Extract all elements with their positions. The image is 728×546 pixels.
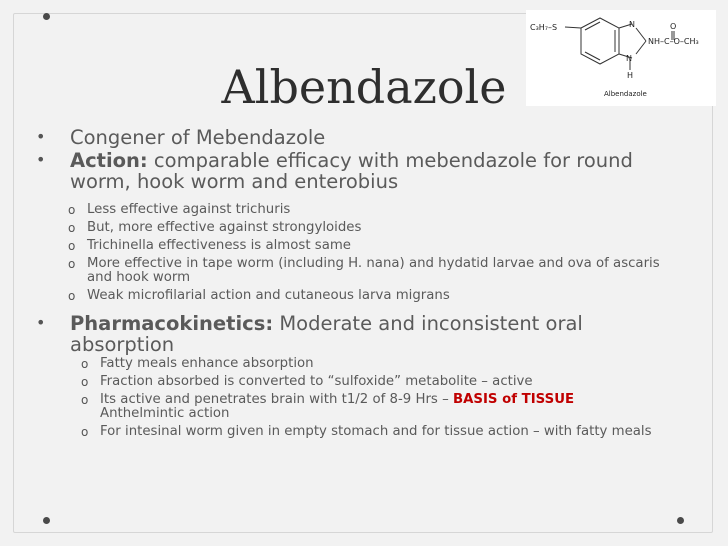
sub-bullet: o	[68, 257, 76, 271]
bullet-text: comparable efficacy with mebendazole for round worm, hook worm and enterobius	[70, 149, 633, 193]
bullet-dot: •	[36, 150, 46, 169]
bullet-dot: •	[36, 127, 46, 146]
pk-sub-3	[81, 392, 660, 421]
sub-bullet: o	[81, 375, 89, 389]
structure-o: O	[670, 22, 677, 31]
bullet-action	[36, 149, 660, 193]
sub-text: Weak microfilarial action and cutaneous larva migrans	[87, 288, 450, 303]
action-sub-4	[68, 256, 677, 285]
sub-bullet: o	[81, 357, 89, 371]
sub-bullet: o	[68, 221, 76, 235]
action-sub-5	[68, 288, 687, 303]
action-sub-2	[68, 220, 687, 235]
albendazole-structure-image	[526, 10, 716, 106]
sub-bullet: o	[68, 239, 76, 253]
bullet-label: Action:	[70, 149, 148, 172]
pk-sub-2	[81, 374, 690, 389]
slide-title: Albendazole	[221, 60, 507, 114]
structure-substituent: C₃H₇–S	[530, 23, 558, 32]
pk-sub-4	[81, 424, 680, 439]
action-sub-3	[68, 238, 687, 253]
sub-bullet: o	[68, 203, 76, 217]
structure-caption: Albendazole	[604, 90, 647, 98]
sub-text: Less effective against trichuris	[87, 202, 291, 217]
corner-dot-bottom-right	[677, 517, 684, 524]
bullet-label: Pharmacokinetics:	[70, 312, 274, 335]
structure-n-top: N	[629, 20, 635, 29]
structure-h: H	[627, 71, 634, 80]
highlight-text: BASIS of TISSUE	[452, 392, 575, 407]
sub-bullet: o	[81, 393, 89, 407]
sub-text: But, more effective against strongyloides	[87, 220, 362, 235]
sub-text: For intesinal worm given in empty stomach and for tissue action – with fatty meals	[100, 424, 652, 439]
corner-dot-bottom-left	[43, 517, 50, 524]
sub-text-after: Anthelmintic action	[100, 406, 230, 421]
bullet-text: Moderate and inconsistent oral absorption	[70, 312, 583, 356]
sub-bullet: o	[81, 425, 89, 439]
pk-sub-1	[81, 356, 690, 371]
sub-text: Fatty meals enhance absorption	[100, 356, 314, 371]
sub-text: Its active and penetrates brain with t1/2 of 8-9 Hrs –	[100, 392, 453, 407]
chemical-structure	[526, 10, 716, 106]
corner-dot-top-left	[43, 13, 50, 20]
sub-bullet: o	[68, 289, 76, 303]
structure-carbamate: NH–C–O–CH₃	[648, 37, 699, 46]
action-sub-1	[68, 202, 687, 217]
structure-n-bottom: N	[626, 54, 632, 63]
bullet-dot: •	[36, 313, 46, 332]
sub-text: More effective in tape worm (including H. nana) and hydatid larvae and ova of ascaris and hook worm	[87, 256, 660, 285]
sub-text: Fraction absorbed is converted to “sulfoxide” metabolite – active	[100, 374, 533, 389]
sub-text: Trichinella effectiveness is almost same	[87, 238, 351, 253]
bullet-pharmacokinetics	[36, 312, 630, 356]
bullet-congener	[36, 126, 690, 149]
bullet-text: Congener of Mebendazole	[70, 126, 326, 149]
